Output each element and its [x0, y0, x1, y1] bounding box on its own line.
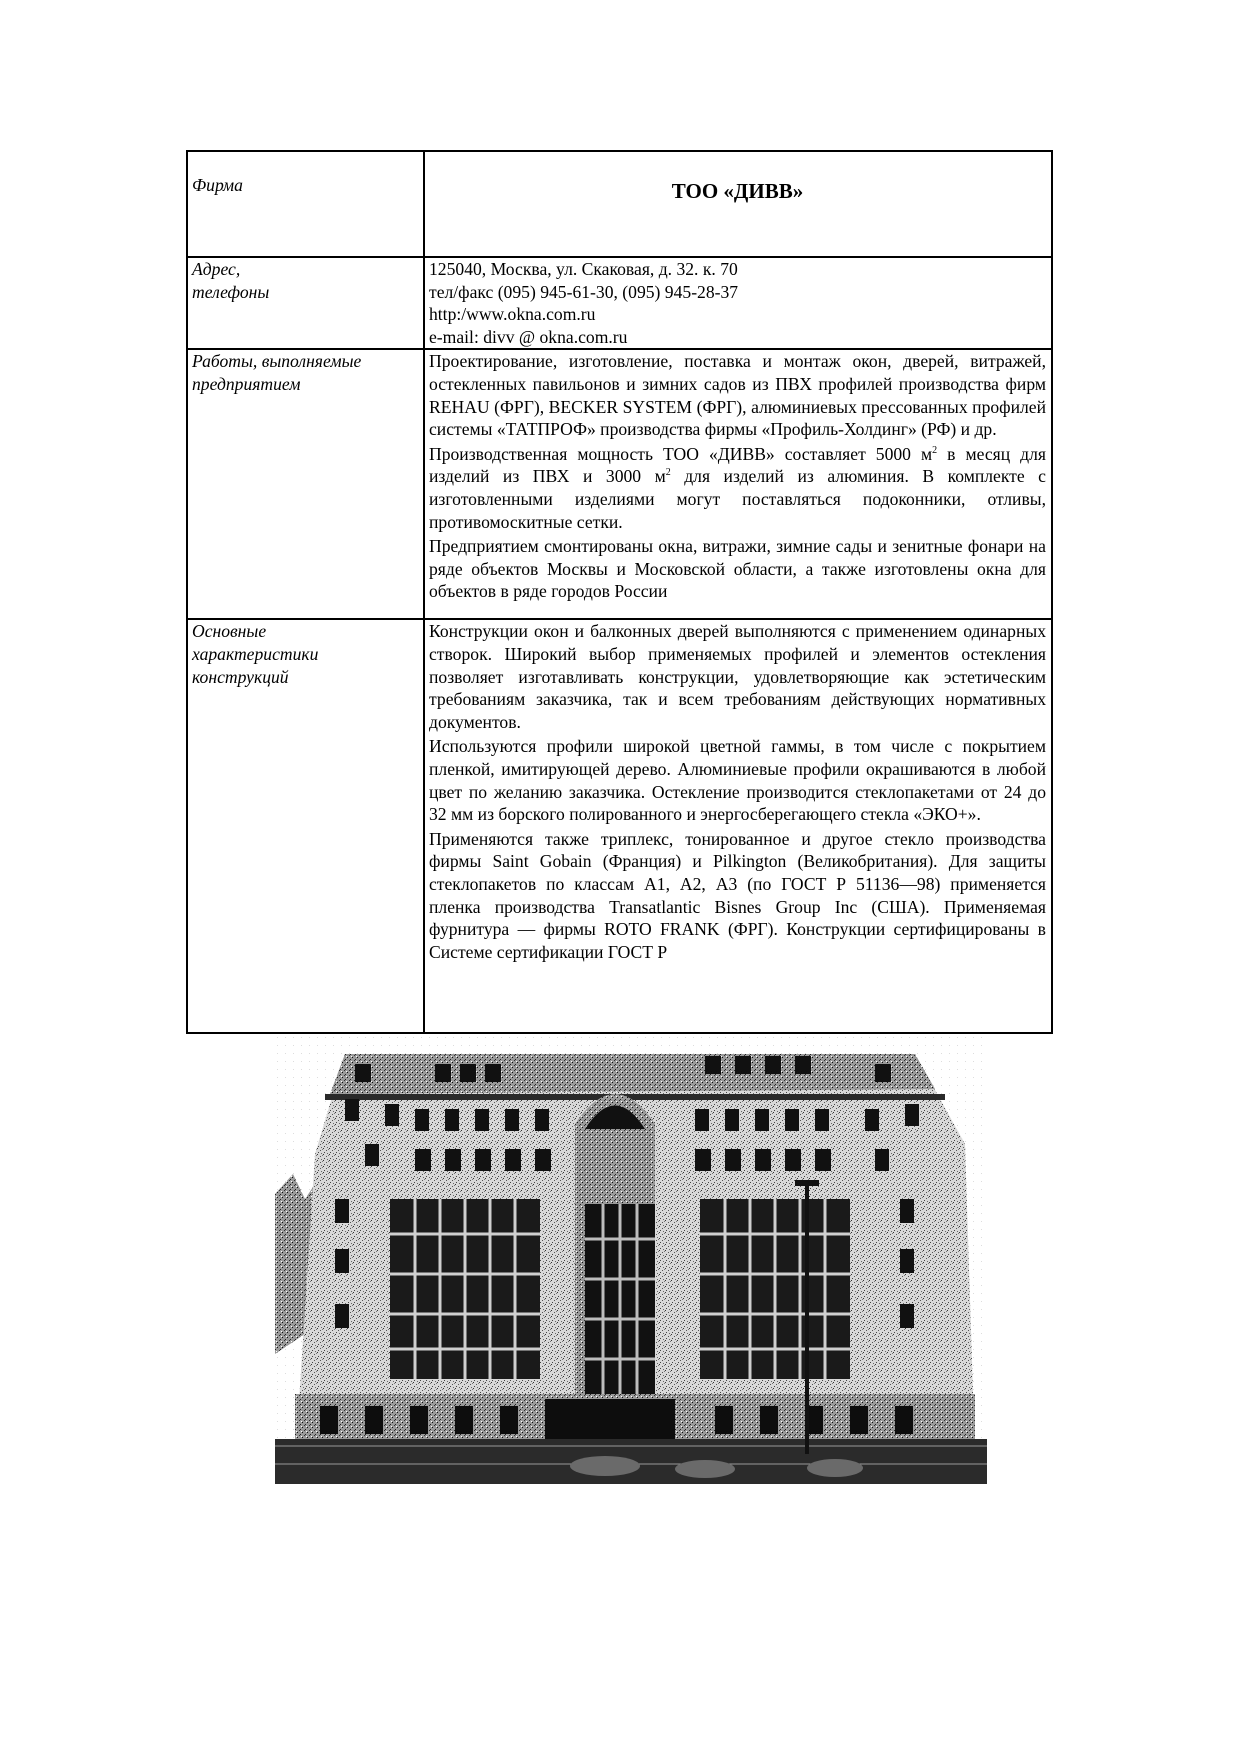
website-line: http:/www.okna.com.ru	[429, 304, 596, 325]
works-value	[424, 349, 1052, 619]
characteristics-label: Основные характеристики конструкций	[187, 619, 424, 1033]
table-row-address	[187, 257, 1052, 349]
works-paragraph-1: Проектирование, изготовление, поставка и монтаж окон, дверей, витражей, остекленных павильонов и зимних садов из ПВХ профилей производства фирм REHAU (ФРГ), BECKER SYSTEM (ФРГ), алюминиевых прессованных профилей системы «ТАТПРОФ» производства фирмы «Профиль-Холдинг» (РФ) и др.	[429, 351, 1046, 440]
table-row-characteristics	[187, 619, 1052, 1033]
table-row-firm	[187, 151, 1052, 257]
company-info-table	[186, 150, 1053, 1034]
table-row-works	[187, 349, 1052, 619]
address-label: Адрес, телефоны	[187, 257, 424, 349]
building-photo-icon	[275, 1034, 987, 1484]
address-value	[424, 257, 1052, 349]
characteristics-value	[424, 619, 1052, 1033]
characteristics-paragraph-2: Используются профили широкой цветной гаммы, в том числе с покрытием пленкой, имитирующей дерево. Алюминиевые профили окрашиваются в любой цвет по желанию заказчика. Остекление производится стеклопакетами от 24 до 32 мм из борского полированного и энергосберегающего стекла «ЭКО+».	[429, 736, 1046, 825]
phone-line: тел/факс (095) 945-61-30, (095) 945-28-37	[429, 281, 739, 302]
works-paragraph-3: Предприятием смонтированы окна, витражи, зимние сады и зенитные фонари на ряде объектов Москвы и Московской области, а также изготовлены окна для объектов в ряде городов России	[429, 536, 1046, 602]
works-label: Работы, выполняемые предприятием	[187, 349, 424, 619]
email-line: e-mail: divv @ okna.com.ru	[429, 326, 628, 347]
address-line: 125040, Москва, ул. Скаковая, д. 32. к. 70	[429, 259, 738, 279]
works-paragraph-2: Производственная мощность ТОО «ДИВВ» составляет 5000 $м^2$ в месяц для изделий из ПВХ и 3000 $м^2$ для изделий из алюминия. В комплекте с изготовленными изделиями могут поставляться подоконники, отливы, противомоскитные сетки.	[429, 443, 1047, 532]
firm-name: ТОО «ДИВВ»	[671, 179, 804, 203]
characteristics-paragraph-1: Конструкции окон и балконных дверей выполняются с применением одинарных створок. Широкий выбор применяемых профилей и элементов остекления позволяет изготавливать конструкции, удовлетворяющие как эстетическим требованиям заказчика, так и всем требованиям действующих нормативных документов.	[429, 621, 1046, 732]
characteristics-paragraph-3: Применяются также триплекс, тонированное и другое стекло производства фирмы Saint Gobain (Франция) и Pilkington (Великобритания). Для защиты стеклопакетов по классам А1, А2, А3 (по ГОСТ Р 51136—98) применяется пленка производства Transatlantic Bisnes Group Inc (США). Применяемая фурнитура — фирмы ROTO FRANK (ФРГ). Конструкции сертифицированы в Системе сертификации ГОСТ Р	[429, 828, 1046, 962]
firm-label: Фирма	[187, 151, 424, 257]
